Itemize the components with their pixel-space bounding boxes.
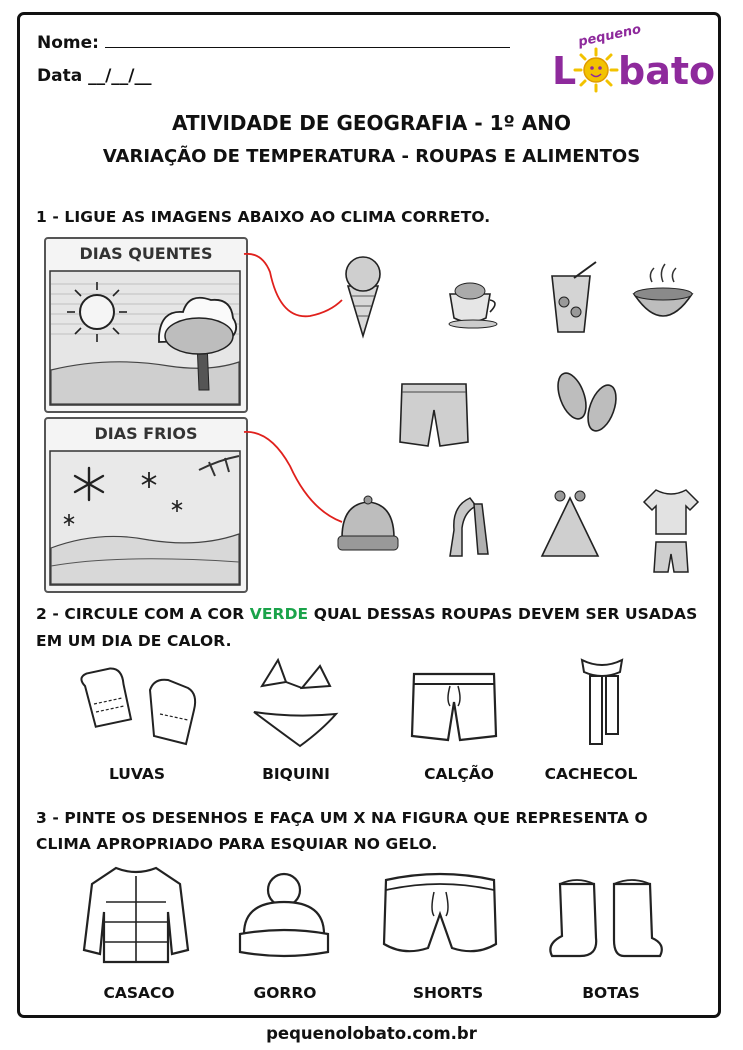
- footer-site-link[interactable]: pequenolobato.com.br: [266, 1024, 477, 1043]
- label-casaco: CASACO: [103, 984, 175, 1002]
- flip-flops-icon[interactable]: [552, 370, 624, 436]
- beanie-icon[interactable]: [236, 868, 332, 964]
- label-biquini: BIQUINI: [262, 765, 330, 783]
- logo-top-text: pequeno: [576, 22, 643, 50]
- logo-rest-text: bato: [618, 49, 716, 93]
- soup-bowl-icon[interactable]: [630, 262, 696, 334]
- scarf-icon[interactable]: [444, 494, 496, 560]
- label-luvas: LUVAS: [108, 765, 165, 783]
- bikini-icon[interactable]: [248, 656, 340, 750]
- scarf-icon[interactable]: [572, 654, 632, 750]
- poncho-icon[interactable]: [538, 486, 602, 564]
- hot-chocolate-icon[interactable]: [444, 274, 502, 330]
- t-shirt-and-shorts-icon[interactable]: [640, 486, 702, 578]
- swim-trunks-icon[interactable]: [410, 666, 498, 748]
- label-gorro: GORRO: [253, 984, 317, 1002]
- boots-icon[interactable]: [546, 872, 670, 962]
- shorts-icon[interactable]: [378, 870, 502, 962]
- q2-text-after: QUAL DESSAS ROUPAS DEVEM SER USADAS: [308, 605, 698, 623]
- hot-days-label: DIAS QUENTES: [79, 244, 213, 263]
- question-3-text-line1: 3 - PINTE OS DESENHOS E FAÇA UM X NA FIGURA QUE REPRESENTA O: [36, 809, 648, 827]
- puffer-jacket-icon[interactable]: [80, 862, 192, 968]
- label-botas: BOTAS: [582, 984, 640, 1002]
- shorts-icon[interactable]: [396, 376, 472, 452]
- page-subtitle: VARIAÇÃO DE TEMPERATURA - ROUPAS E ALIMENTOS: [102, 146, 641, 167]
- question-2-text: [36, 605, 697, 623]
- cold-drink-icon[interactable]: [544, 262, 604, 336]
- question-1-text: 1 - LIGUE AS IMAGENS ABAIXO AO CLIMA CORRETO.: [36, 208, 491, 226]
- cold-connector-line: [244, 432, 342, 522]
- question-3-text-line2: CLIMA APROPRIADO PARA ESQUIAR NO GELO.: [36, 835, 438, 853]
- label-shorts: SHORTS: [412, 984, 484, 1002]
- q2-text-before: 2 - CIRCULE COM A COR: [36, 605, 250, 623]
- ice-cream-icon[interactable]: [336, 254, 390, 338]
- name-label: Nome:: [37, 33, 99, 53]
- label-cachecol: CACHECOL: [544, 765, 638, 783]
- gloves-icon[interactable]: [76, 668, 206, 750]
- beanie-icon[interactable]: [334, 494, 402, 558]
- page-title: ATIVIDADE DE GEOGRAFIA - 1º ANO: [171, 111, 572, 135]
- cold-days-label: DIAS FRIOS: [94, 424, 198, 443]
- date-field[interactable]: Data __/__/__: [37, 66, 152, 86]
- hot-connector-line: [244, 254, 342, 316]
- question-2-text-line2: EM UM DIA DE CALOR.: [36, 632, 232, 650]
- logo-letter-l: L: [552, 49, 577, 93]
- q2-color-word: VERDE: [249, 605, 309, 623]
- label-calcao: CALÇÃO: [424, 765, 494, 783]
